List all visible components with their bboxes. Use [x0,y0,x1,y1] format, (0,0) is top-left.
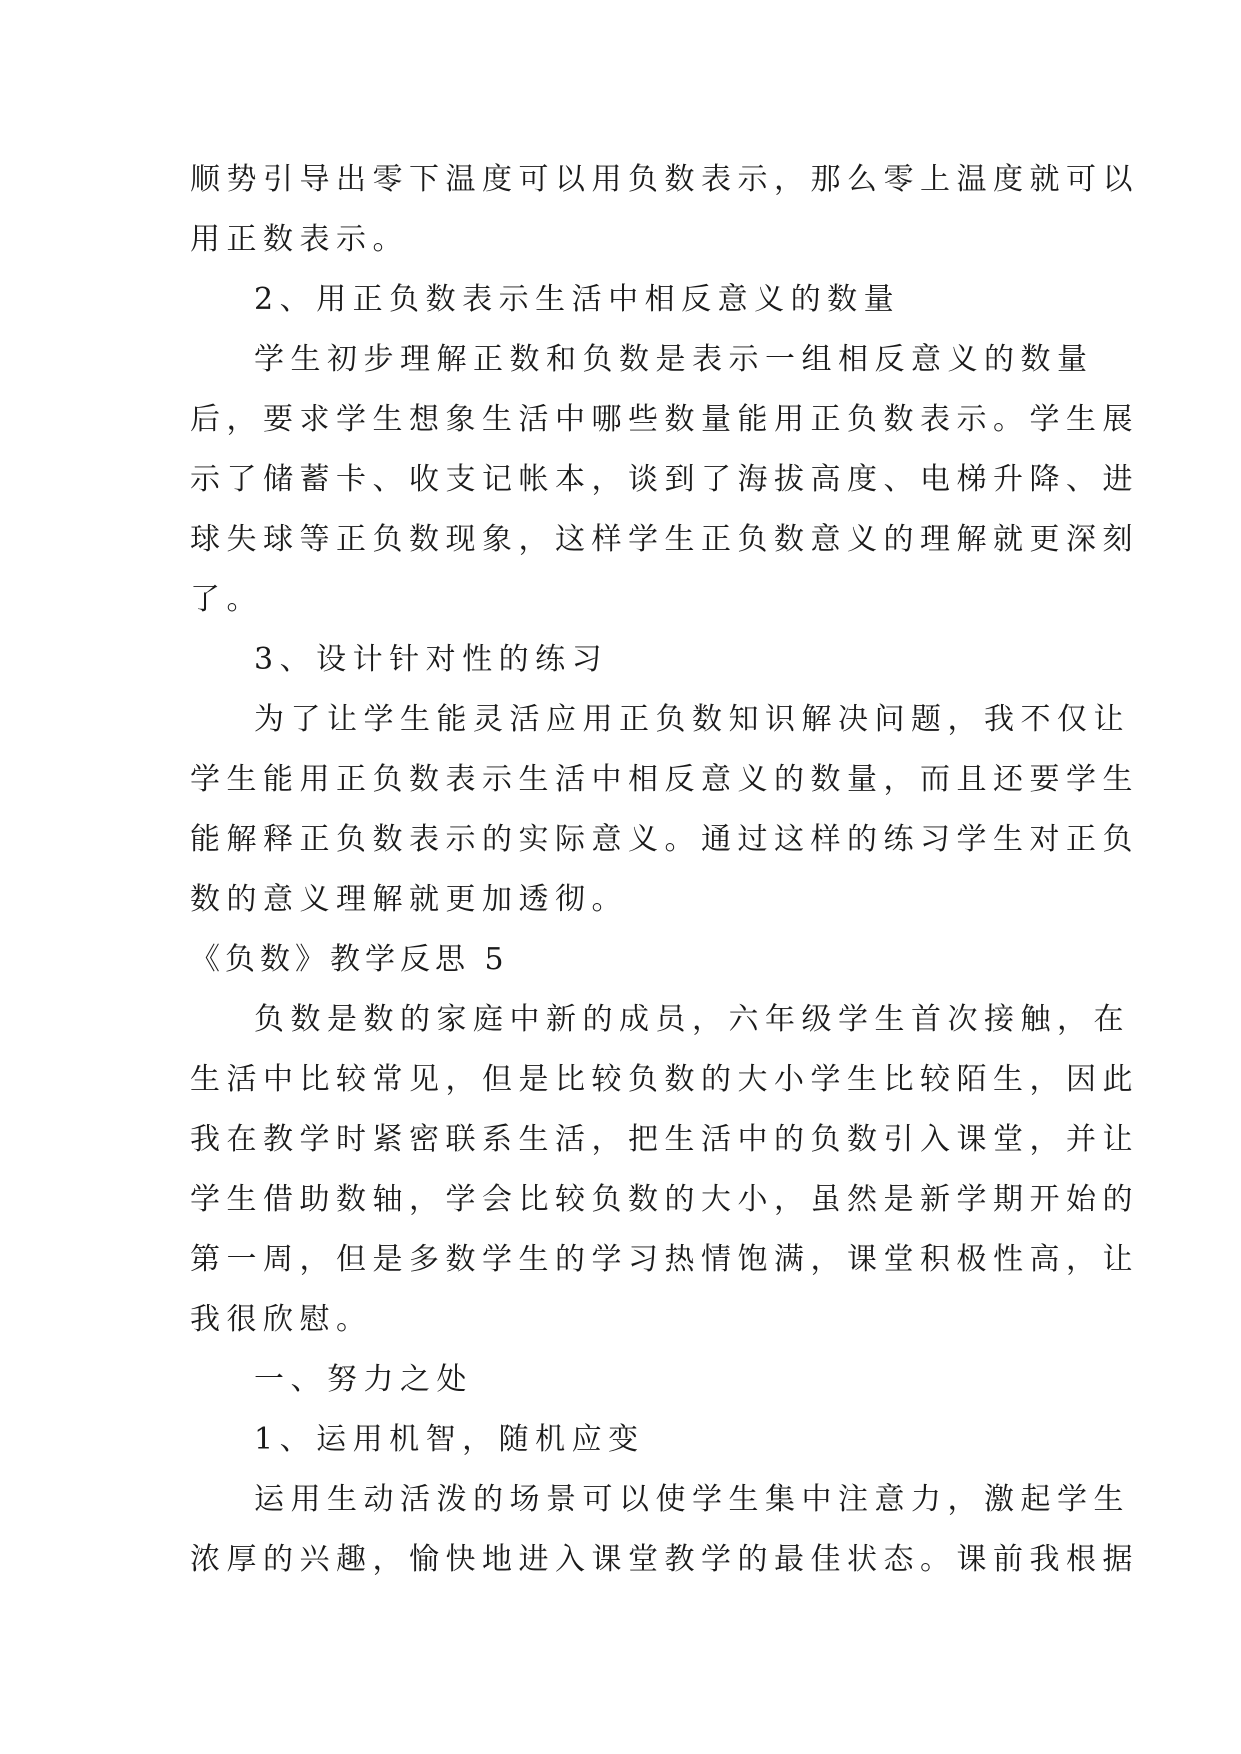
section-heading: 3、设计针对性的练习 [254,642,609,677]
body-line: 浓厚的兴趣，愉快地进入课堂教学的最佳状态。课前我根据 [190,1542,1139,1577]
body-line: 负数是数的家庭中新的成员，六年级学生首次接触，在 [254,1002,1130,1037]
body-line: 我在教学时紧密联系生活，把生活中的负数引入课堂，并让 [190,1122,1139,1157]
body-line: 为了让学生能灵活应用正负数知识解决问题，我不仅让 [254,702,1130,737]
body-line: 后，要求学生想象生活中哪些数量能用正负数表示。学生展 [190,402,1139,437]
body-line: 学生初步理解正数和负数是表示一组相反意义的数量 [254,342,1094,377]
section-heading: 1、运用机智，随机应变 [254,1422,645,1457]
section-heading: 一、努力之处 [254,1362,473,1397]
body-line: 了。 [190,582,263,617]
body-line: 学生借助数轴，学会比较负数的大小，虽然是新学期开始的 [190,1182,1139,1217]
section-heading: 2、用正负数表示生活中相反意义的数量 [254,282,901,317]
body-line: 数的意义理解就更加透彻。 [190,882,628,917]
article-title: 《负数》教学反思 5 [190,942,509,977]
body-line: 示了储蓄卡、收支记帐本，谈到了海拔高度、电梯升降、进 [190,462,1139,497]
body-line: 用正数表示。 [190,222,409,257]
body-line: 能解释正负数表示的实际意义。通过这样的练习学生对正负 [190,822,1139,857]
body-line: 生活中比较常见，但是比较负数的大小学生比较陌生，因此 [190,1062,1139,1097]
body-line: 运用生动活泼的场景可以使学生集中注意力，激起学生 [254,1482,1130,1517]
body-line: 第一周，但是多数学生的学习热情饱满，课堂积极性高，让 [190,1242,1139,1277]
body-line: 我很欣慰。 [190,1302,373,1337]
body-line: 顺势引导出零下温度可以用负数表示，那么零上温度就可以 [190,162,1139,197]
document-page [190,150,1139,1590]
body-line: 球失球等正负数现象，这样学生正负数意义的理解就更深刻 [190,522,1139,557]
body-line: 学生能用正负数表示生活中相反意义的数量，而且还要学生 [190,762,1139,797]
